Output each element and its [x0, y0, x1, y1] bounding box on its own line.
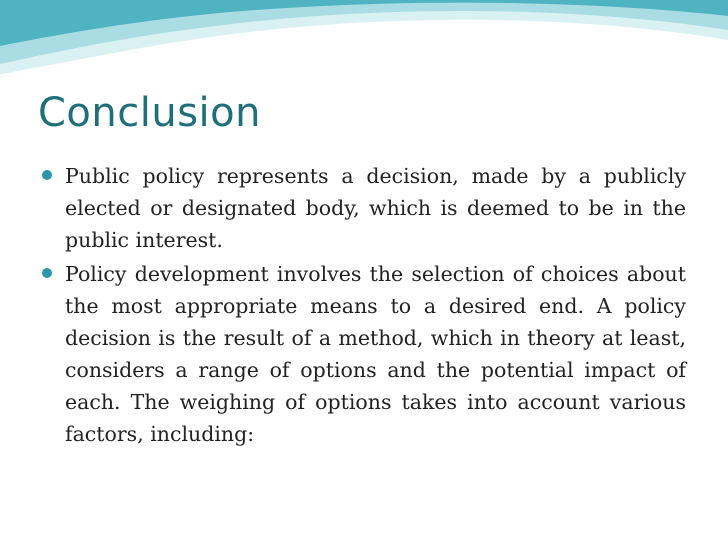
bullet-icon [42, 170, 52, 180]
header-wave-decoration [0, 0, 728, 90]
bullet-text: Policy development involves the selection of choices about the most appropriate means to a desired end. A policy decision is the result of a method, which in theory at least, considers a range of options and the potential impact of each. The weighing of options takes into account various factors, including: [65, 262, 686, 446]
bullet-item [40, 258, 686, 450]
bullet-list [40, 160, 686, 452]
slide-title: Conclusion [38, 90, 261, 136]
bullet-icon [42, 268, 52, 278]
bullet-item [40, 160, 686, 256]
bullet-text: Public policy represents a decision, made by a publicly elected or designated body, which is deemed to be in the public interest. [65, 164, 686, 252]
